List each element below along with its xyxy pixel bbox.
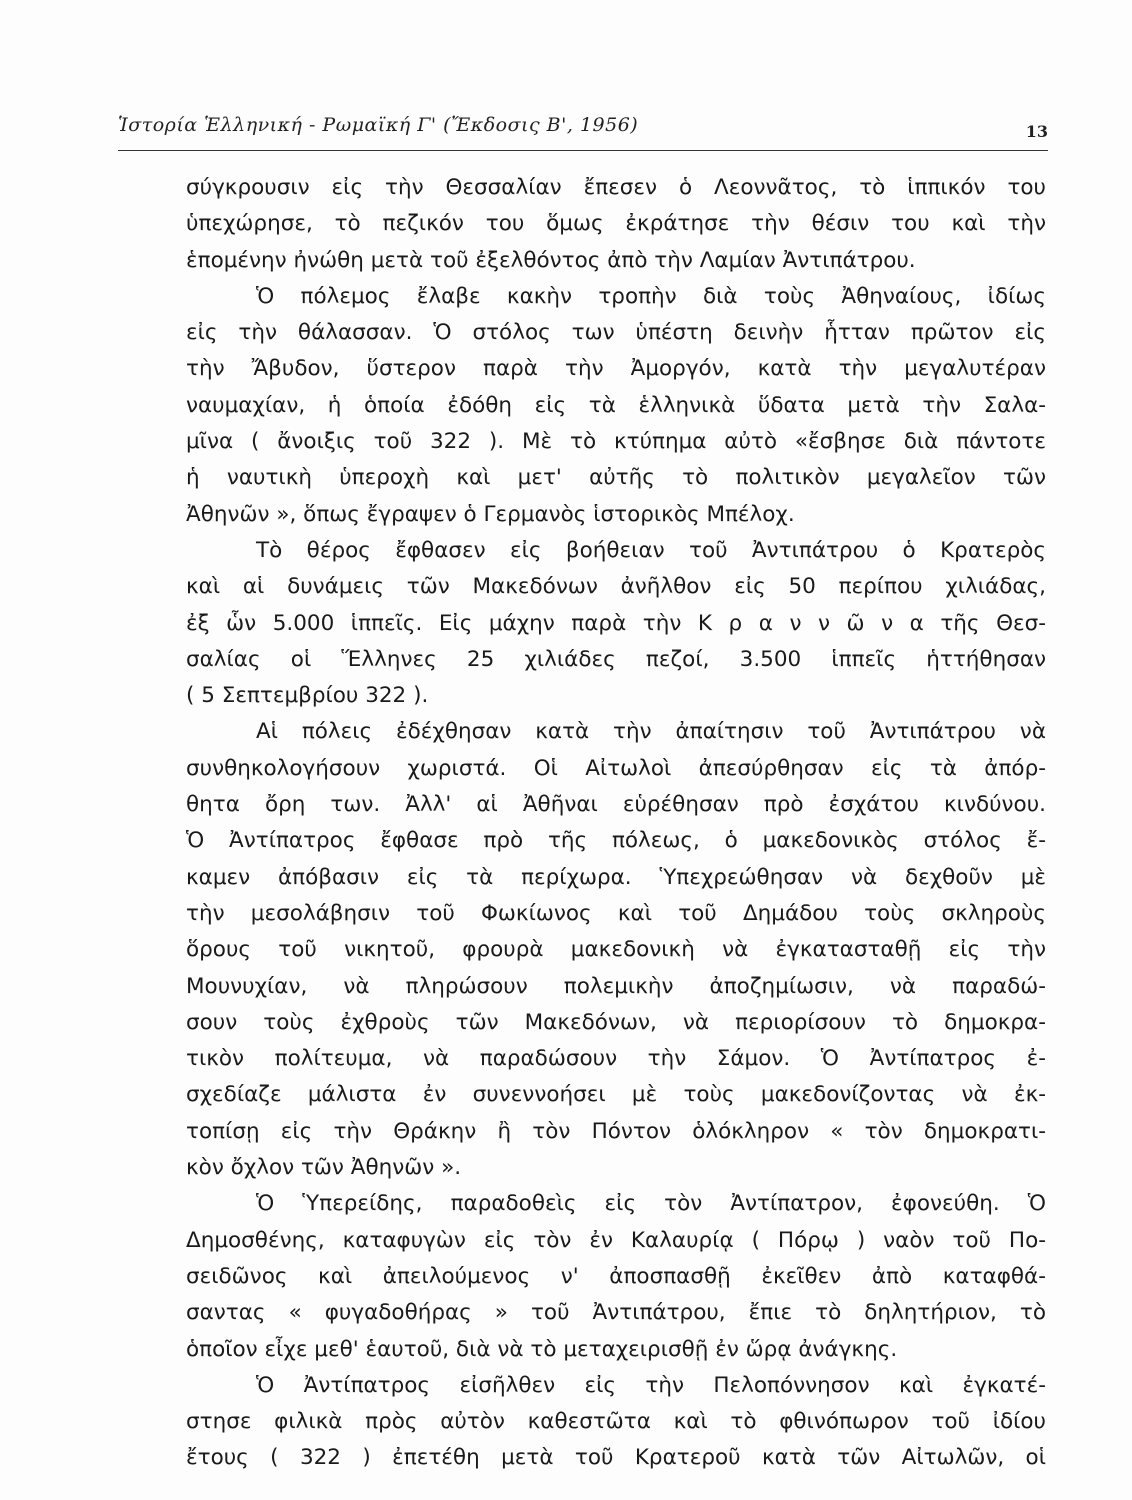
page-header: [118, 100, 1048, 150]
text-line: εἰς τὴν θάλασσαν. Ὁ στόλος των ὑπέστη δεινὴν ἧτταν πρῶτον εἰς: [186, 320, 1046, 346]
text-line: ὑπεχώρησε, τὸ πεζικόν του ὅμως ἐκράτησε τὴν θέσιν του καὶ τὴν: [186, 211, 1046, 237]
text-line: τικὸν πολίτευμα, νὰ παραδώσουν τὴν Σάμον. Ὁ Ἀντίπατρος ἐ-: [186, 1046, 1046, 1072]
text-line: ὁποῖον εἶχε μεθ' ἑαυτοῦ, διὰ νὰ τὸ μεταχειρισθῇ ἐν ὥρᾳ ἀνάγκης.: [186, 1336, 898, 1362]
text-line: τοπίσῃ εἰς τὴν Θράκην ἢ τὸν Πόντον ὁλόκληρον « τὸν δημοκρατι-: [186, 1118, 1046, 1144]
text-line: σουν τοὺς ἐχθροὺς τῶν Μακεδόνων, νὰ περιορίσουν τὸ δημοκρα-: [186, 1009, 1046, 1035]
text-line: Ὁ Ὑπερείδης, παραδοθεὶς εἰς τὸν Ἀντίπατρον, ἐφονεύθη. Ὁ: [256, 1191, 1046, 1217]
text-line: ἔτους ( 322 ) ἐπετέθη μετὰ τοῦ Κρατεροῦ κατὰ τῶν Αἰτωλῶν, οἱ: [186, 1445, 1046, 1471]
text-line: κὸν ὄχλον τῶν Ἀθηνῶν ».: [186, 1155, 462, 1181]
text-line: στησε φιλικὰ πρὸς αὐτὸν καθεστῶτα καὶ τὸ φθινόπωρον τοῦ ἰδίου: [186, 1409, 1046, 1435]
text-line: Τὸ θέρος ἔφθασεν εἰς βοήθειαν τοῦ Ἀντιπάτρου ὁ Κρατερὸς: [256, 537, 1046, 563]
text-line: Δημοσθένης, καταφυγὼν εἰς τὸν ἐν Καλαυρίᾳ ( Πόρῳ ) ναὸν τοῦ Πο-: [186, 1227, 1046, 1253]
text-line: Ἀθηνῶν », ὅπως ἔγραψεν ὁ Γερμανὸς ἱστορικὸς Μπέλοχ.: [186, 501, 795, 527]
text-line: ἑπομένην ἠνώθη μετὰ τοῦ ἐξελθόντος ἀπὸ τὴν Λαμίαν Ἀντιπάτρου.: [186, 247, 916, 273]
text-line: θητα ὄρη των. Ἀλλ' αἱ Ἀθῆναι εὑρέθησαν πρὸ ἐσχάτου κινδύνου.: [186, 792, 1046, 818]
text-line: ( 5 Σεπτεμβρίου 322 ).: [186, 683, 429, 709]
text-line: τὴν μεσολάβησιν τοῦ Φωκίωνος καὶ τοῦ Δημάδου τοὺς σκληροὺς: [186, 900, 1046, 926]
header-rule: [118, 150, 1048, 151]
text-line: ἐξ ὧν 5.000 ἱππεῖς. Εἰς μάχην παρὰ τὴν Κ ρ α ν ν ῶ ν α τῆς Θεσ-: [186, 610, 1046, 636]
text-line: σαντας « φυγαδοθήρας » τοῦ Ἀντιπάτρου, ἔπιε τὸ δηλητήριον, τὸ: [186, 1300, 1046, 1326]
text-line: καμεν ἀπόβασιν εἰς τὰ περίχωρα. Ὑπεχρεώθησαν νὰ δεχθοῦν μὲ: [186, 864, 1046, 890]
text-line: Ὁ πόλεμος ἔλαβε κακὴν τροπὴν διὰ τοὺς Ἀθηναίους, ἰδίως: [256, 283, 1046, 309]
text-line: ἡ ναυτικὴ ὑπεροχὴ καὶ μετ' αὐτῆς τὸ πολιτικὸν μεγαλεῖον τῶν: [186, 465, 1046, 491]
body-text: [186, 170, 1046, 1477]
text-line: σύγκρουσιν εἰς τὴν Θεσσαλίαν ἔπεσεν ὁ Λεοννᾶτος, τὸ ἱππικόν του: [186, 175, 1046, 200]
text-line: καὶ αἱ δυνάμεις τῶν Μακεδόνων ἀνῆλθον εἰς 50 περίπου χιλιάδας,: [186, 574, 1046, 600]
text-line: ναυμαχίαν, ἡ ὁποία ἐδόθη εἰς τὰ ἑλληνικὰ ὕδατα μετὰ τὴν Σαλα-: [186, 392, 1046, 418]
text-line: ὅρους τοῦ νικητοῦ, φρουρὰ μακεδονικὴ νὰ ἐγκατασταθῇ εἰς τὴν: [186, 937, 1046, 963]
text-line: τὴν Ἄβυδον, ὕστερον παρὰ τὴν Ἀμοργόν, κατὰ τὴν μεγαλυτέραν: [186, 356, 1046, 382]
running-title: Ἱστορία Ἑλληνική - Ρωμαϊκή Γ' (Ἔκδοσις Β', 1956): [118, 114, 639, 136]
text-line: μῖνα ( ἄνοιξις τοῦ 322 ). Μὲ τὸ κτύπημα αὐτὸ «ἔσβησε διὰ πάντοτε: [186, 429, 1046, 455]
text-line: σαλίας οἱ Ἕλληνες 25 χιλιάδες πεζοί, 3.500 ἱππεῖς ἡττήθησαν: [186, 646, 1046, 672]
text-line: Μουνυχίαν, νὰ πληρώσουν πολεμικὴν ἀποζημίωσιν, νὰ παραδώ-: [186, 973, 1046, 999]
text-line: Ὁ Ἀντίπατρος εἰσῆλθεν εἰς τὴν Πελοπόννησον καὶ ἐγκατέ-: [256, 1372, 1046, 1398]
text-line: Ὁ Ἀντίπατρος ἔφθασε πρὸ τῆς πόλεως, ὁ μακεδονικὸς στόλος ἔ-: [186, 828, 1046, 854]
text-line: Αἱ πόλεις ἐδέχθησαν κατὰ τὴν ἀπαίτησιν τοῦ Ἀντιπάτρου νὰ: [256, 719, 1046, 745]
page-number: 13: [1025, 122, 1048, 141]
text-line: συνθηκολογήσουν χωριστά. Οἱ Αἰτωλοὶ ἀπεσύρθησαν εἰς τὰ ἀπόρ-: [186, 755, 1046, 781]
text-line: σειδῶνος καὶ ἀπειλούμενος ν' ἀποσπασθῇ ἐκεῖθεν ἀπὸ καταφθά-: [186, 1263, 1046, 1289]
text-line: σχεδίαζε μάλιστα ἐν συνεννοήσει μὲ τοὺς μακεδονίζοντας νὰ ἐκ-: [186, 1082, 1046, 1108]
